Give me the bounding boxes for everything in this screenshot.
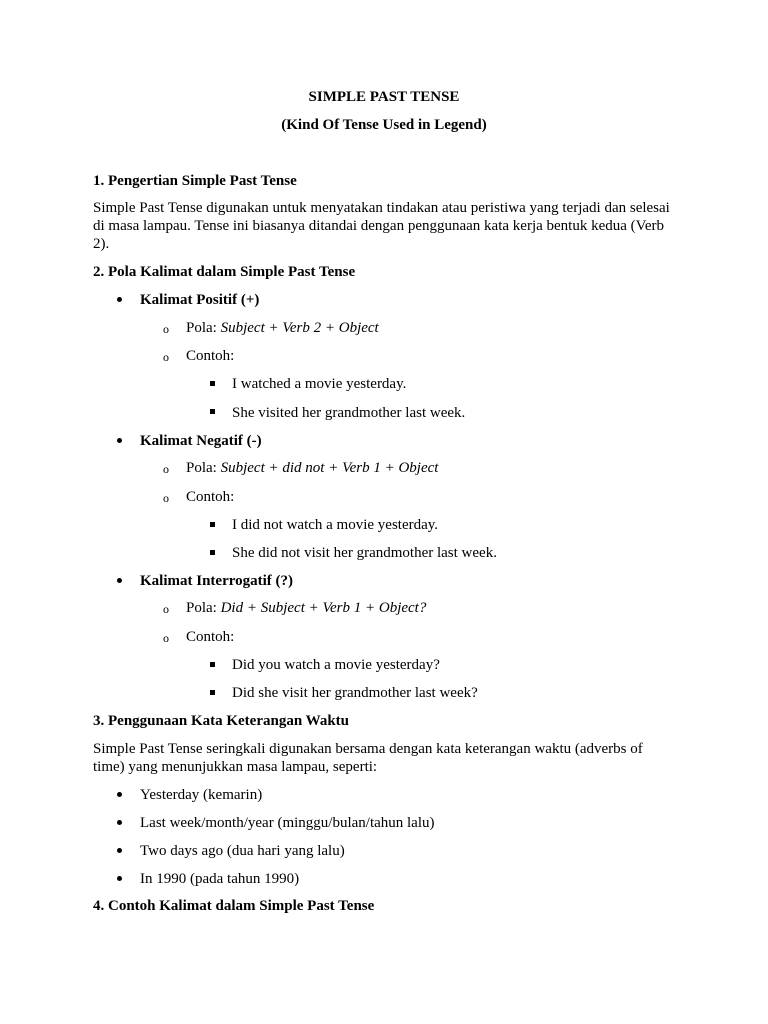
- section-1-heading: 1. Pengertian Simple Past Tense: [93, 173, 297, 189]
- interrogatif-example-1: Did you watch a movie yesterday?: [232, 657, 440, 673]
- bullet-square: [210, 381, 215, 386]
- interrogatif-contoh-label: Contoh:: [186, 629, 235, 645]
- positif-example-2: She visited her grandmother last week.: [232, 405, 466, 421]
- negatif-label: Kalimat Negatif (-): [140, 433, 262, 449]
- bullet-circle: o: [163, 350, 169, 364]
- positif-example-1: I watched a movie yesterday.: [232, 376, 407, 392]
- bullet-disc: [117, 820, 122, 825]
- negatif-contoh-label: Contoh:: [186, 489, 235, 505]
- bullet-disc: [117, 848, 122, 853]
- adverb-item-1: Yesterday (kemarin): [140, 787, 263, 803]
- negatif-pattern: Subject + did not + Verb 1 + Object: [220, 460, 439, 476]
- positif-pattern: Subject + Verb 2 + Object: [220, 320, 379, 336]
- interrogatif-pattern: Did + Subject + Verb 1 + Object?: [220, 600, 427, 616]
- bullet-circle: o: [163, 491, 169, 505]
- negatif-example-2: She did not visit her grandmother last week.: [232, 545, 497, 561]
- section-3-heading: 3. Penggunaan Kata Keterangan Waktu: [93, 713, 350, 729]
- bullet-circle: o: [163, 462, 169, 476]
- bullet-disc: [117, 578, 122, 583]
- section-3-paragraph: Simple Past Tense seringkali digunakan bersama dengan kata keterangan waktu (adverbs of time) yang menunjukkan masa lampau, seperti:: [93, 741, 643, 775]
- bullet-square: [210, 522, 215, 527]
- interrogatif-pola: Pola: Did + Subject + Verb 1 + Object?: [186, 600, 427, 616]
- adverb-item-4: In 1990 (pada tahun 1990): [140, 871, 300, 887]
- bullet-square: [210, 550, 215, 555]
- bullet-circle: o: [163, 631, 169, 645]
- adverb-item-2: Last week/month/year (minggu/bulan/tahun lalu): [140, 815, 435, 831]
- bullet-disc: [117, 876, 122, 881]
- section-1-paragraph: Simple Past Tense digunakan untuk menyatakan tindakan atau peristiwa yang terjadi dan selesai di masa lampau. Tense ini biasanya ditandai dengan penggunaan kata kerja bentuk kedua (Verb 2).: [93, 200, 670, 252]
- bullet-circle: o: [163, 322, 169, 336]
- bullet-square: [210, 662, 215, 667]
- document-title: SIMPLE PAST TENSE: [308, 89, 460, 105]
- bullet-square: [210, 690, 215, 695]
- bullet-square: [210, 409, 215, 414]
- adverb-item-3: Two days ago (dua hari yang lalu): [140, 843, 345, 859]
- document-subtitle: (Kind Of Tense Used in Legend): [281, 117, 487, 133]
- interrogatif-label: Kalimat Interrogatif (?): [140, 573, 294, 589]
- bullet-disc: [117, 792, 122, 797]
- positif-label: Kalimat Positif (+): [140, 292, 260, 308]
- interrogatif-example-2: Did she visit her grandmother last week?: [232, 685, 478, 701]
- positif-pola: Pola: Subject + Verb 2 + Object: [186, 320, 379, 336]
- negatif-pola: Pola: Subject + did not + Verb 1 + Object: [186, 460, 439, 476]
- bullet-disc: [117, 297, 122, 302]
- bullet-disc: [117, 438, 122, 443]
- positif-contoh-label: Contoh:: [186, 348, 235, 364]
- bullet-circle: o: [163, 602, 169, 616]
- section-4-heading: 4. Contoh Kalimat dalam Simple Past Tense: [93, 898, 375, 914]
- negatif-example-1: I did not watch a movie yesterday.: [232, 517, 439, 533]
- section-2-heading: 2. Pola Kalimat dalam Simple Past Tense: [93, 264, 356, 280]
